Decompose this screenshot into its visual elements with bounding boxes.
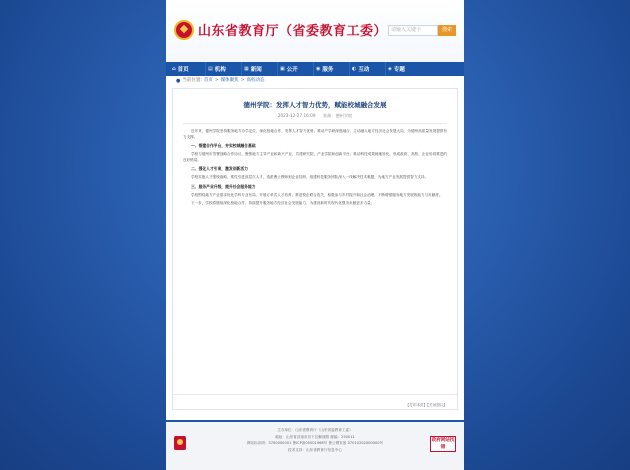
site-header [166,0,464,62]
nav-item-interact[interactable] [350,62,386,76]
article-paragraph: 学校与德州市签署战略合作协议，聚焦地方主导产业和新兴产业，共建研究院、产业学院和创新平台，推动科技成果就地转化，形成政府、高校、企业协同推进的良好格局。 [183,152,447,162]
report-error-badge[interactable]: 政府网站找错 [431,438,455,450]
nav-item-open[interactable] [278,62,314,76]
footer-line: 网站标识码：3700000001 鲁ICP备05001966号 鲁公网安备 37010202000000号 [246,441,384,445]
news-icon: ▦ [244,66,249,72]
building-icon: ▤ [208,66,213,72]
divider [173,394,457,395]
nav-item-topic[interactable] [386,62,422,76]
home-icon: ⌂ [172,66,176,72]
article-body [183,129,447,207]
topic-icon: ◈ [388,66,392,72]
footer-line: 主办单位：山东省教育厅（山东省委教育工委） [277,428,353,432]
section-heading: 三、服务产业升级，提升社会服务能力 [191,183,256,189]
article-panel [172,88,458,410]
article-source: 来源：德州学院 [322,113,353,118]
open-icon: ▣ [280,66,285,72]
page-container [166,0,464,470]
breadcrumb-home[interactable]: 首页 [203,78,213,83]
nav-label: 专题 [393,67,405,73]
nav-label: 公开 [286,67,298,73]
nav-label: 服务 [322,67,334,73]
service-icon: ◉ [316,66,321,72]
breadcrumb-prefix: 当前位置: [182,78,202,83]
breadcrumb-media[interactable]: 媒体聚焦 [220,78,239,83]
print-close-links[interactable]: 【打印本页】【关闭窗口】 [405,403,447,407]
section-heading: 二、强化人才引育，激发创新活力 [191,166,248,172]
article-paragraph: 学校围绕地方产业需求优化学科专业布局，开展订单式人才培养，推进校企联合攻关，积极参与乡村振兴和社会治理，不断增强服务地方发展的能力与贡献度。 [191,192,443,197]
footer-content [166,422,464,453]
breadcrumb-sep: > [240,78,245,83]
nav-label: 机构 [214,67,226,73]
site-footer [166,420,464,470]
nav-item-news[interactable] [242,62,278,76]
article-paragraph: 近年来，德州学院坚持服务地方办学定位，深化校地合作，发挥人才智力优势，推动产学研深度融合，主动融入地方经济社会发展大局，为德州高质量发展提供有力支撑。 [183,129,447,139]
article-date: 2023-12-27 16:09 [277,113,316,118]
nav-item-org[interactable] [206,62,242,76]
section-heading: 一、搭建合作平台，夯实校城融合基础 [191,143,256,149]
breadcrumb-sep: > [214,78,219,83]
breadcrumb [166,76,464,86]
nav-item-service[interactable] [314,62,350,76]
article-paragraph: 下一步，学校将继续深化校地合作，持续提升服务地方经济社会发展能力，为建设新时代现代化强市贡献更多力量。 [191,201,375,206]
site-title: 山东省教育厅（省委教育工委） [198,24,388,39]
main-nav [166,62,464,76]
footer-line: 技术支持：山东省教育厅信息中心 [288,447,342,452]
article-paragraph: 学校实施人才强校战略，柔性引进高层次人才，选派博士教师到企业挂职，组建科技服务团队深入一线解决技术难题，为地方产业发展提供智力支持。 [191,175,429,180]
article-title: 德州学院：发挥人才智力优势，赋能校城融合发展 [243,101,387,109]
footer-line: 地址：山东省济南市历下区解放路 邮编：250011 [275,434,355,439]
breadcrumb-current[interactable]: 高校动态 [246,78,265,83]
nav-label: 首页 [177,67,189,73]
nav-label: 新闻 [250,67,262,73]
article-meta [183,113,447,124]
nav-item-home[interactable] [170,62,206,76]
national-emblem-icon [174,20,194,40]
location-icon: ● [176,78,181,84]
nav-label: 互动 [358,67,370,73]
search-input[interactable]: 请输入关键字 [388,25,438,36]
chat-icon: ◐ [352,66,357,72]
search-button[interactable]: 搜索 [438,25,456,36]
party-government-badge-icon[interactable] [174,436,186,450]
